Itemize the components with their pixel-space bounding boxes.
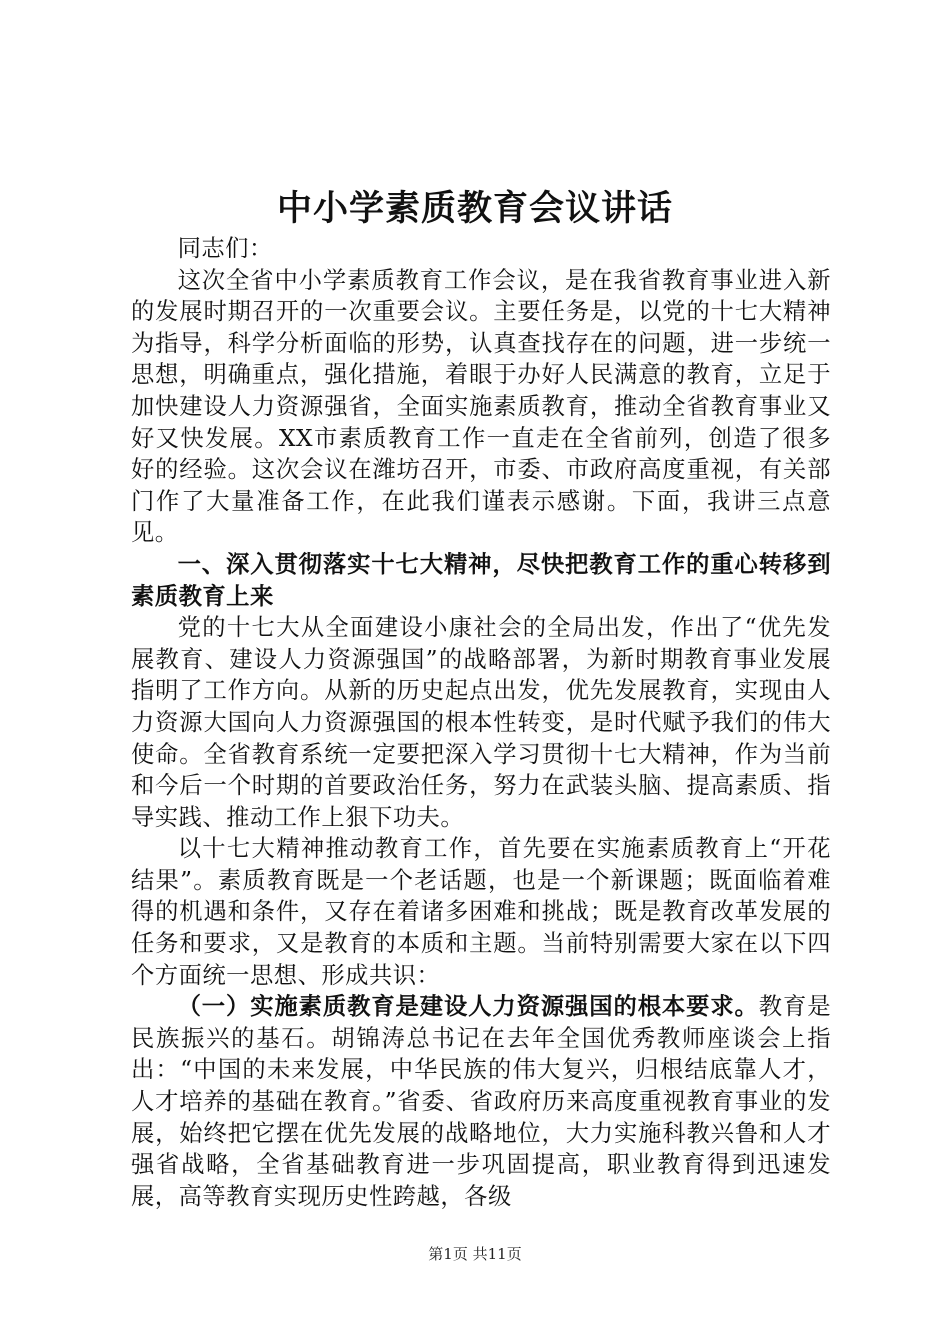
- page-indicator: 第1页 共11页: [428, 1245, 522, 1263]
- subsection-body-1: 教育是民族振兴的基石。胡锦涛总书记在去年全国优秀教师座谈会上指出：“中国的未来发展，中华民族的伟大复兴，归根结底靠人才，人才培养的基础在教育。”省委、省政府历来高度重视教育事业的发展，始终把它摆在优先发展的战略地位，大力实施科教兴鲁和人才强省战略，全省基础教育进一步巩固提高，职业教育得到迅速发展，高等教育实现历史性跨越，各级: [131, 993, 832, 1210]
- salutation: 同志们：: [177, 235, 273, 262]
- paragraph-section1-2: 以十七大精神推动教育工作，首先要在实施素质教育上“开花结果”。素质教育既是一个老话题，也是一个新课题；既面临着难得的机遇和条件，又存在着诸多困难和挑战；既是教育改革发展的任务和要求，又是教育的本质和主题。当前特别需要大家在以下四个方面统一思想、形成共识：: [131, 835, 831, 989]
- paragraph-section1-1: 党的十七大从全面建设小康社会的全局出发，作出了“优先发展教育、建设人力资源强国”的战略部署，为新时期教育事业发展指明了工作方向。从新的历史起点出发，优先发展教育，实现由人力资源大国向人力资源强国的根本性转变，是时代赋予我们的伟大使命。全省教育系统一定要把深入学习贯彻十七大精神，作为当前和今后一个时期的首要政治任务，努力在武装头脑、提高素质、指导实践、推动工作上狠下功夫。: [131, 614, 831, 831]
- paragraph-intro: 这次全省中小学素质教育工作会议，是在我省教育事业进入新的发展时期召开的一次重要会议。主要任务是，以党的十七大精神为指导，科学分析面临的形势，认真查找存在的问题，进一步统一思想，明确重点，强化措施，着眼于办好人民满意的教育，立足于加快建设人力资源强省，全面实施素质教育，推动全省教育事业又好又快发展。XX市素质教育工作一直走在全省前列，创造了很多好的经验。这次会议在潍坊召开，市委、市政府高度重视，有关部门作了大量准备工作，在此我们谨表示感谢。下面，我讲三点意见。: [131, 266, 831, 547]
- subsection-heading-1: （一）实施素质教育是建设人力资源强国的根本要求。: [177, 993, 759, 1021]
- document-body: [131, 233, 831, 1212]
- document-title: 中小学素质教育会议讲话: [276, 188, 673, 229]
- paragraph-subsection-1: [131, 991, 831, 1212]
- section-heading-1: 一、深入贯彻落实十七大精神，尽快把教育工作的重心转移到素质教育上来: [131, 550, 831, 610]
